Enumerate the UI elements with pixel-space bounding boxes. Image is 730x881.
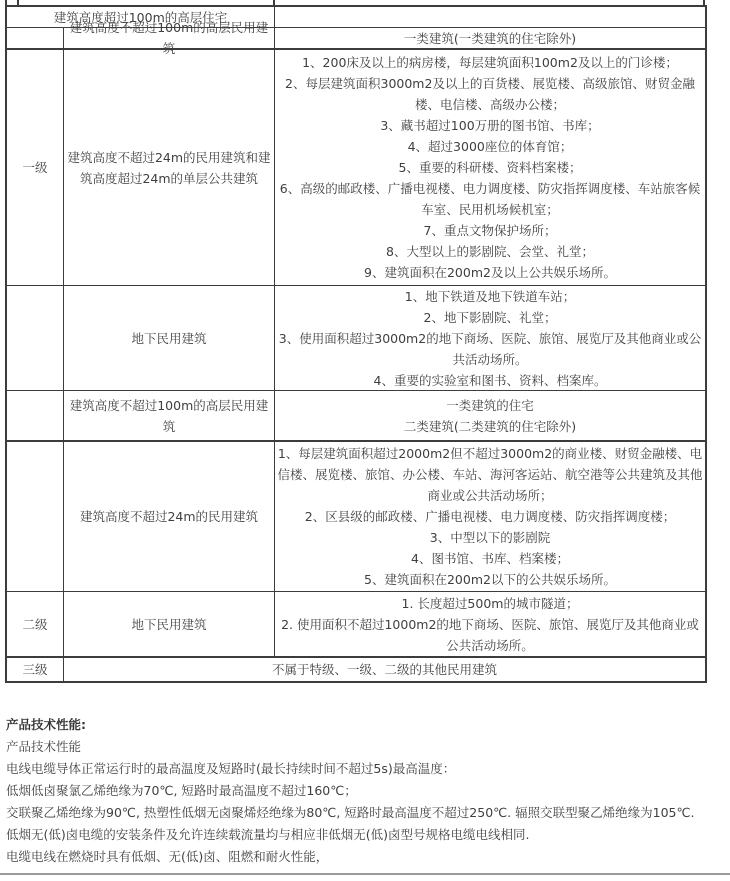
building-type-cell-merged: 不属于特级、一级、二级的其他民用建筑 bbox=[271, 662, 497, 677]
building-type-cell: 地下民用建筑 bbox=[64, 286, 275, 390]
border-tick bbox=[703, 0, 705, 5]
grade-cell-empty bbox=[7, 28, 64, 48]
text-line: 交联聚乙烯绝缘为90℃, 热塑性低烟无卤聚烯烃绝缘为80℃, 短路时最高温度不超过250℃. 辐照交联型聚乙烯绝缘为105℃. bbox=[6, 805, 695, 820]
building-classification-table bbox=[5, 0, 707, 683]
building-type-cell: 建筑高度不超过24m的民用建筑和建筑高度超过24m的单层公共建筑 bbox=[64, 50, 275, 285]
text-line: 产品技术性能 bbox=[6, 739, 82, 754]
text-line: 2. 使用面积不超过1000m2的地下商场、医院、旅馆、展览厅及其他商业或公共活动场所。 bbox=[281, 616, 699, 653]
category-cell: 一类建筑(一类建筑的住宅除外) bbox=[403, 30, 577, 46]
grade-cell: 三级 bbox=[7, 658, 64, 681]
table-row bbox=[7, 286, 705, 391]
grade-cell: 二级 bbox=[7, 592, 64, 656]
text-line: 9、建筑面积在200m2及以上公共娱乐场所。 bbox=[364, 265, 616, 280]
text-line: 二类建筑(二类建筑的住宅除外) bbox=[403, 418, 577, 434]
text-line: 4、超过3000座位的体育馆； bbox=[407, 139, 573, 154]
table-row bbox=[7, 20, 705, 56]
building-type-cell: 建筑高度不超过100m的高层民用建筑 bbox=[64, 28, 275, 48]
text-line: 4、重要的实验室和图书、资料、档案库。 bbox=[373, 372, 607, 388]
text-line: 2、每层建筑面积3000m2及以上的百货楼、展览楼、高级旅馆、财贸金融楼、电信楼、高级办公楼； bbox=[285, 76, 695, 112]
building-type-cell: 地下民用建筑 bbox=[64, 592, 275, 656]
text-line: 1、每层建筑面积超过2000m2但不超过3000m2的商业楼、财贸金融楼、电信楼、展览楼、旅馆、办公楼、车站、海河客运站、航空港等公共建筑及其他商业或公共活动场所； bbox=[277, 446, 703, 503]
notes-heading: 产品技术性能: bbox=[6, 717, 86, 732]
building-type-cell: 建筑高度不超过24m的民用建筑 bbox=[64, 442, 275, 591]
category-cell-empty bbox=[275, 7, 705, 27]
table-row bbox=[7, 658, 705, 681]
detail-items-cell bbox=[275, 286, 705, 390]
detail-items-cell bbox=[275, 442, 705, 591]
text-line: 5、重要的科研楼、资料档案楼； bbox=[398, 160, 582, 175]
bottom-divider bbox=[0, 873, 730, 875]
text-line: 电线电缆导体正常运行时的最高温度及短路时(最长持续时间不超过5s)最高温度： bbox=[6, 761, 456, 776]
text-line: 低烟低卤聚氯乙烯绝缘为70℃, 短路时最高温度不超过160℃； bbox=[6, 783, 357, 798]
grade-cell-empty bbox=[7, 442, 64, 591]
text-line: 1、200床及以上的病房楼，每层建筑面积100m2及以上的门诊楼； bbox=[302, 55, 678, 70]
grade-cell: 一级 bbox=[7, 50, 64, 285]
classification-table-grid bbox=[5, 5, 707, 683]
table-row bbox=[7, 391, 705, 442]
text-line: 1. 长度超过500m的城市隧道； bbox=[401, 595, 579, 611]
text-line: 6、高级的邮政楼、广播电视楼、电力调度楼、防灾指挥调度楼、车站旅客候车室、民用机场候机室； bbox=[279, 181, 701, 217]
building-type-cell: 建筑高度不超过100m的高层民用建筑 bbox=[64, 391, 275, 440]
table-top-cutoff-row bbox=[5, 0, 707, 5]
text-line: 4、图书馆、书库、档案楼； bbox=[411, 551, 569, 566]
table-row bbox=[7, 50, 705, 286]
table-row bbox=[7, 442, 705, 592]
text-line: 7、重点文物保护场所； bbox=[423, 223, 557, 238]
text-line: 5、建筑面积在200m2以下的公共娱乐场所。 bbox=[364, 572, 616, 587]
text-line: 3、中型以下的影剧院 bbox=[429, 530, 551, 545]
detail-items-cell bbox=[275, 50, 705, 285]
grade-cell-empty bbox=[7, 286, 64, 390]
grade-cell-empty bbox=[7, 391, 64, 440]
text-line: 2、地下影剧院、礼堂； bbox=[423, 309, 557, 325]
table-row bbox=[7, 592, 705, 658]
building-type-cell: 建筑高度超过100m的高层住宅 bbox=[7, 7, 275, 27]
text-line: 一类建筑的住宅 bbox=[446, 397, 534, 413]
product-performance-notes bbox=[6, 714, 722, 868]
detail-items-cell bbox=[275, 391, 705, 440]
detail-items-cell bbox=[275, 592, 705, 656]
text-line: 3、藏书超过100万册的图书馆、书库； bbox=[380, 118, 600, 133]
text-line: 低烟无(低)卤电缆的安装条件及允许连续载流量均与相应非低烟无(低)卤型号规格电缆电线相同. bbox=[6, 827, 530, 842]
text-line: 3、使用面积超过3000m2的地下商场、医院、旅馆、展览厅及其他商业或公共活动场所。 bbox=[278, 330, 702, 367]
border-tick bbox=[5, 0, 7, 5]
text-line: 电缆电线在燃烧时具有低烟、无(低)卤、阻燃和耐火性能， bbox=[6, 849, 329, 864]
border-tick bbox=[17, 0, 19, 5]
text-line: 8、大型以上的影剧院、会堂、礼堂； bbox=[386, 244, 594, 259]
border-tick bbox=[273, 0, 275, 5]
notes-lines bbox=[6, 736, 722, 868]
text-line: 1、地下铁道及地下铁道车站； bbox=[404, 288, 576, 304]
text-line: 2、区县级的邮政楼、广播电视楼、电力调度楼、防灾指挥调度楼； bbox=[304, 509, 676, 524]
